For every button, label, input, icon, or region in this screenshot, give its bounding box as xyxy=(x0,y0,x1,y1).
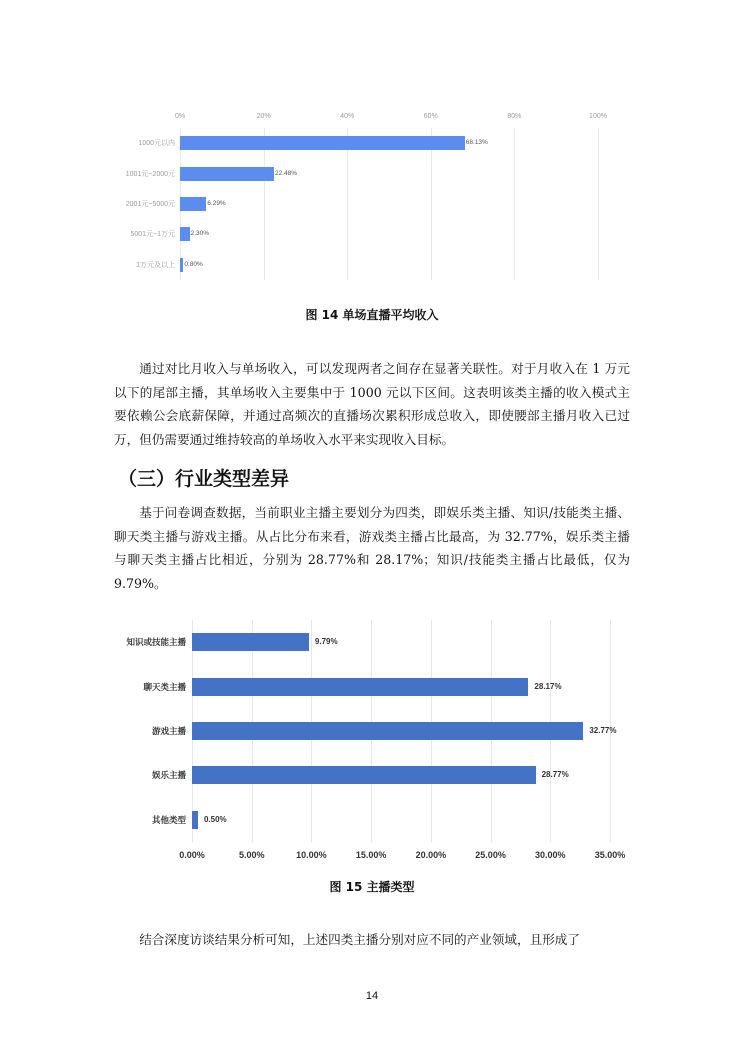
bar xyxy=(180,197,206,211)
section-heading: （三）行业类型差异 xyxy=(118,468,290,490)
page-number: 14 xyxy=(365,990,379,1002)
category-label: 2001元~5000元 xyxy=(125,201,175,208)
data-label: 28.77% xyxy=(541,770,569,780)
bar xyxy=(192,811,198,829)
paragraph-income-comparison: 通过对比月收入与单场收入，可以发现两者之间存在显著关联性。对于月收入在 1 万元以下的尾部主播，其单场收入主要集中于 1000 元以下区间。这表明该类主播的收入模式主要依赖公会底薪保障，并通过高频次的直播场次累积形成总收入，即使腰部主播月收入已过万，但仍需要通过维持较高的单场收入水平来实现收入目标。 xyxy=(114,361,630,447)
figure-15-caption: 图 15 主播类型 xyxy=(329,880,415,894)
x-tick-label: 0% xyxy=(174,113,186,120)
data-label: 32.77% xyxy=(589,726,617,735)
bar xyxy=(192,678,528,696)
data-label: 6.29% xyxy=(207,200,226,207)
category-label: 1000元以内 xyxy=(138,140,175,148)
x-tick-label: 100% xyxy=(589,113,607,120)
grid-line xyxy=(264,128,265,280)
bar xyxy=(180,227,190,241)
data-label: 68.13% xyxy=(465,139,488,147)
category-label: 聊天类主播 xyxy=(143,681,186,692)
x-tick-label: 10.00% xyxy=(296,850,327,860)
x-tick-label: 5.00% xyxy=(238,850,265,860)
figure-14-caption: 图 14 单场直播平均收入 xyxy=(305,308,439,322)
bar xyxy=(192,766,536,784)
grid-line xyxy=(514,128,515,280)
paragraph-streamer-types: 基于问卷调查数据，当前职业主播主要划分为四类，即娱乐类主播、知识/技能类主播、聊天类主播与游戏主播。从占比分布来看，游戏类主播占比最高，为 32.77%，娱乐类主播与聊天类主播占比相近，分别为 28.77%和 28.17%；知识/技能类主播占比最低，仅为 9.79%。 xyxy=(114,505,630,591)
category-label: 知识或技能主播 xyxy=(126,637,186,648)
bar xyxy=(192,722,583,740)
category-label: 游戏主播 xyxy=(151,726,186,736)
income-per-stream-chart xyxy=(100,110,620,285)
data-label: 9.79% xyxy=(314,637,338,647)
x-tick-label: 25.00% xyxy=(475,850,506,860)
x-tick-label: 80% xyxy=(507,113,522,120)
grid-line xyxy=(347,128,348,280)
x-tick-label: 40% xyxy=(340,113,355,120)
category-label: 娱乐主播 xyxy=(151,770,186,781)
x-tick-label: 30.00% xyxy=(535,850,566,860)
grid-line xyxy=(598,128,599,280)
x-tick-label: 60% xyxy=(423,113,438,120)
data-label: 22.48% xyxy=(274,169,297,177)
data-label: 2.30% xyxy=(190,230,210,238)
x-tick-label: 20% xyxy=(256,113,271,120)
bar xyxy=(180,258,183,272)
category-label: 其他类型 xyxy=(151,814,186,825)
bar xyxy=(180,167,274,181)
x-tick-label: 35.00% xyxy=(594,850,626,860)
category-label: 1001元~2000元 xyxy=(125,170,175,178)
category-label: 1万元及以上 xyxy=(136,261,175,269)
x-tick-label: 15.00% xyxy=(355,850,387,860)
category-label: 5001元~1万元 xyxy=(130,231,175,239)
data-label: 28.17% xyxy=(534,681,562,691)
x-tick-label: 0.00% xyxy=(179,850,205,860)
bar xyxy=(180,136,465,150)
x-tick-label: 20.00% xyxy=(415,850,447,860)
grid-line xyxy=(431,128,432,280)
data-label: 0.80% xyxy=(184,260,203,268)
bar xyxy=(192,633,309,651)
data-label: 0.50% xyxy=(203,814,227,824)
streamer-type-chart xyxy=(90,620,650,870)
paragraph-interview-analysis: 结合深度访谈结果分析可知，上述四类主播分别对应不同的产业领域，且形成了 xyxy=(139,932,580,947)
